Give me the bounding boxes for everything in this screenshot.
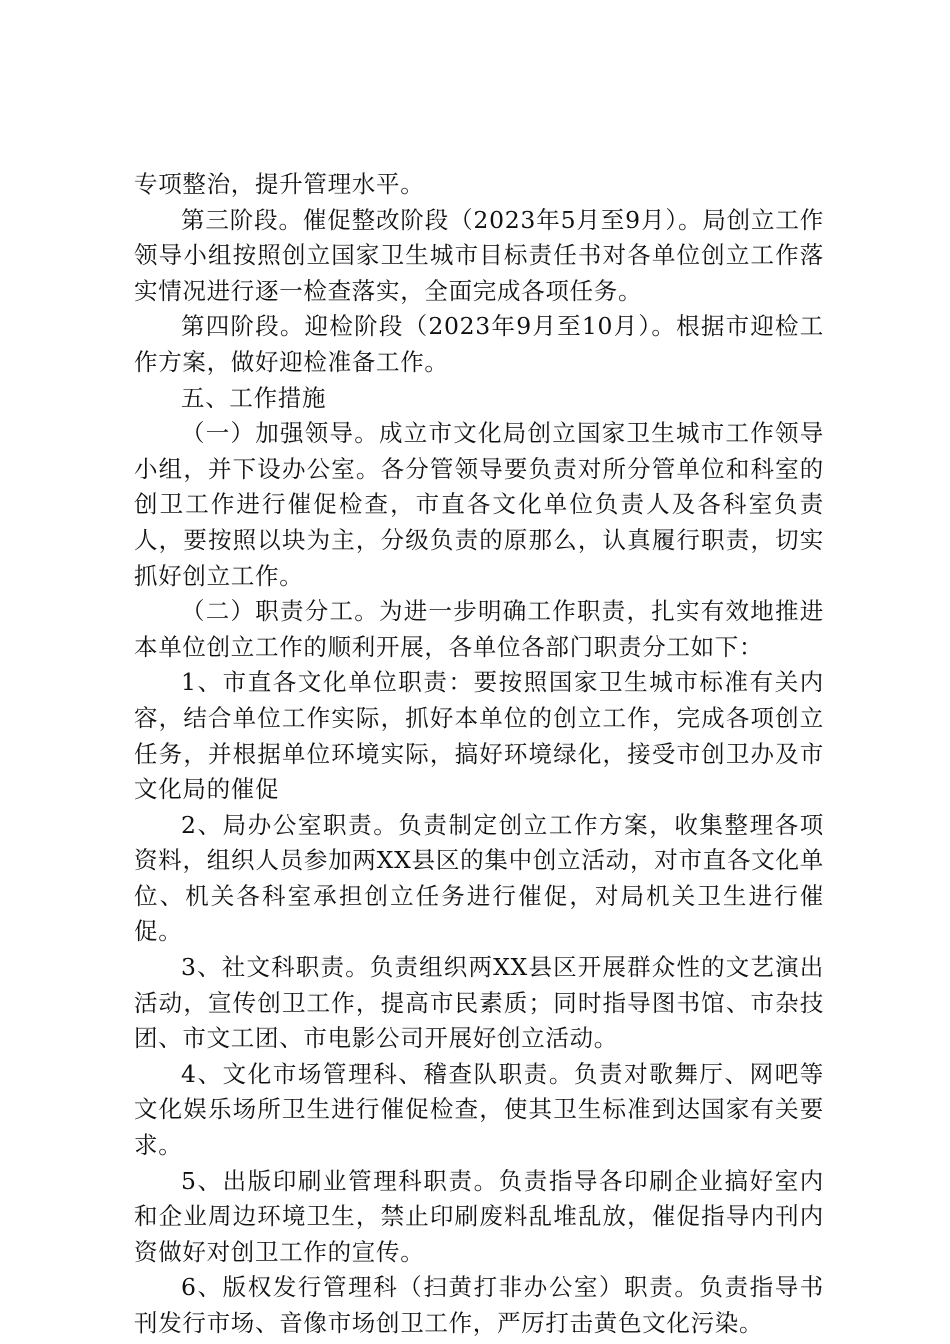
paragraph-5: （一）加强领导。成立市文化局创立国家卫生城市工作领导小组，并下设办公室。各分管领导要负责对所分管单位和科室的创卫工作进行催促检查，市直各文化单位负责人及各科室负责人，要按照以块为主，分级负责的原那么，认真履行职责，切实抓好创立工作。 <box>134 419 824 590</box>
document-body <box>134 167 824 1342</box>
paragraph-9: 3、社文科职责。负责组织两XX县区开展群众性的文艺演出活动，宣传创卫工作，提高市民素质；同时指导图书馆、市杂技团、市文工团、市电影公司开展好创立活动。 <box>134 953 824 1053</box>
paragraph-3: 第四阶段。迎检阶段（2023年9月至10月）。根据市迎检工作方案，做好迎检准备工作。 <box>134 312 824 376</box>
paragraph-11: 5、出版印刷业管理科职责。负责指导各印刷企业搞好室内和企业周边环境卫生，禁止印刷废料乱堆乱放，催促指导内刊内资做好对创卫工作的宣传。 <box>134 1166 824 1266</box>
section-heading-work-measures: 五、工作措施 <box>181 383 327 412</box>
paragraph-10: 4、文化市场管理科、稽查队职责。负责对歌舞厅、网吧等文化娱乐场所卫生进行催促检查，使其卫生标准到达国家有关要求。 <box>134 1059 824 1160</box>
paragraph-12: 6、版权发行管理科（扫黄打非办公室）职责。负责指导书刊发行市场、音像市场创卫工作，严厉打击黄色文化污染。 <box>134 1273 824 1337</box>
paragraph-1: 专项整治，提升管理水平。 <box>134 170 425 198</box>
paragraph-6: （二）职责分工。为进一步明确工作职责，扎实有效地推进本单位创立工作的顺利开展，各单位各部门职责分工如下： <box>134 597 824 661</box>
paragraph-2: 第三阶段。催促整改阶段（2023年5月至9月）。局创立工作领导小组按照创立国家卫生城市目标责任书对各单位创立工作落实情况进行逐一检查落实，全面完成各项任务。 <box>134 205 824 305</box>
paragraph-7: 1、市直各文化单位职责：要按照国家卫生城市标准有关内容，结合单位工作实际，抓好本单位的创立工作，完成各项创立任务，并根据单位环境实际，搞好环境绿化，接受市创卫办及市文化局的催促 <box>134 668 824 804</box>
paragraph-8: 2、局办公室职责。负责制定创立工作方案，收集整理各项资料，组织人员参加两XX县区的集中创立活动，对市直各文化单位、机关各科室承担创立任务进行催促，对局机关卫生进行催促。 <box>134 810 824 946</box>
